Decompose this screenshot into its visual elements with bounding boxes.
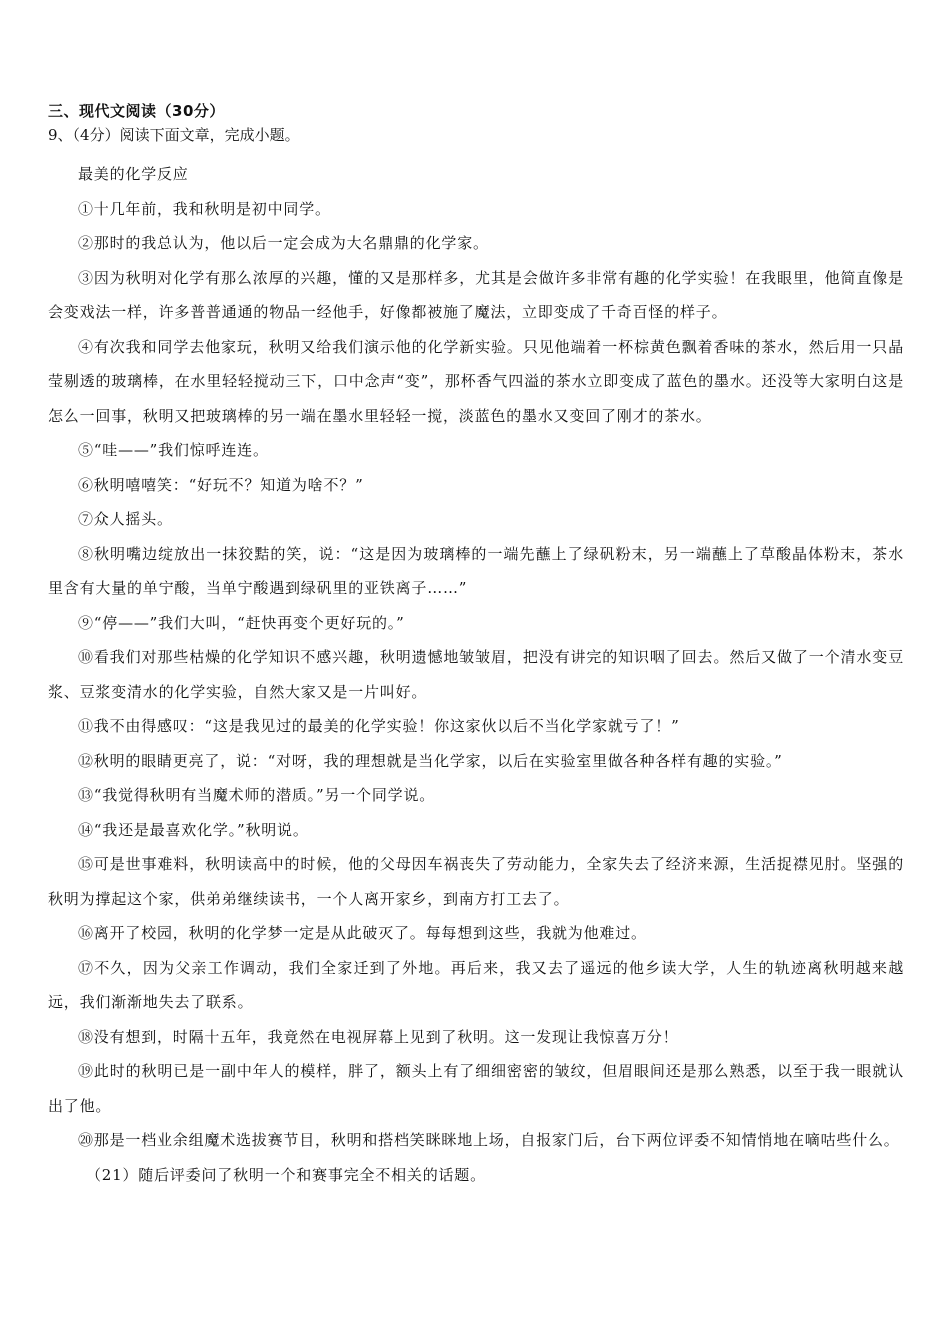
paragraph-19: ⑲此时的秋明已是一副中年人的模样，胖了，额头上有了细细密密的皱纹，但眉眼间还是那么熟悉，以至于我一眼就认出了他。 (48, 1062, 904, 1115)
paragraph-7: ⑦众人摇头。 (78, 510, 173, 528)
paragraph-5: ⑤“哇——”我们惊呼连连。 (78, 441, 269, 459)
paragraph-8: ⑧秋明嘴边绽放出一抹狡黠的笑，说：“这是因为玻璃棒的一端先蘸上了绿矾粉末，另一端蘸上了草酸晶体粉末，茶水里含有大量的单宁酸，当单宁酸遇到绿矾里的亚铁离子……” (48, 544, 904, 597)
paragraph-9: ⑨“停——”我们大叫，“赶快再变个更好玩的。” (78, 613, 405, 632)
section-heading: 三、现代文阅读（30分） (48, 102, 225, 120)
paragraph-12: ⑫秋明的眼睛更亮了，说：“对呀，我的理想就是当化学家，以后在实验室里做各种各样有趣的实验。” (78, 751, 783, 770)
paragraph-2: ②那时的我总认为，他以后一定会成为大名鼎鼎的化学家。 (78, 234, 489, 252)
paragraph-18: ⑱没有想到，时隔十五年，我竟然在电视屏幕上见到了秋明。这一发现让我惊喜万分！ (78, 1027, 679, 1046)
paragraph-1: ①十几年前，我和秋明是初中同学。 (78, 199, 331, 218)
paragraph-20: ⑳那是一档业余组魔术选拔赛节目，秋明和搭档笑眯眯地上场，自报家门后，台下两位评委不知情悄地在嘀咕些什么。 (78, 1131, 900, 1149)
paragraph-3: ③因为秋明对化学有那么浓厚的兴趣，懂的又是那样多，尤其是会做许多非常有趣的化学实验！在我眼里，他简直像是会变戏法一样，许多普普通通的物品一经他手，好像都被施了魔法，立即变成了千奇百怪的样子。 (48, 268, 904, 321)
paragraph-11: ⑪我不由得感叹：“这是我见过的最美的化学实验！你这家伙以后不当化学家就亏了！” (78, 717, 680, 735)
question-prompt: 9、（4分）阅读下面文章，完成小题。 (48, 126, 300, 144)
paragraph-15: ⑮可是世事难料，秋明读高中的时候，他的父母因车祸丧失了劳动能力，全家失去了经济来源，生活捉襟见肘。坚强的秋明为撑起这个家，供弟弟继续读书，一个人离开家乡，到南方打工去了。 (48, 855, 904, 908)
paragraph-17: ⑰不久，因为父亲工作调动，我们全家迁到了外地。再后来，我又去了遥远的他乡读大学，人生的轨迹离秋明越来越远，我们渐渐地失去了联系。 (48, 958, 904, 1011)
paragraph-10: ⑩看我们对那些枯燥的化学知识不感兴趣，秋明遗憾地皱皱眉，把没有讲完的知识咽了回去。然后又做了一个清水变豆浆、豆浆变清水的化学实验，自然大家又是一片叫好。 (48, 648, 904, 701)
paragraph-14: ⑭“我还是最喜欢化学。”秋明说。 (78, 820, 309, 839)
paragraph-13: ⑬“我觉得秋明有当魔术师的潜质。”另一个同学说。 (78, 786, 436, 804)
article-body (48, 157, 904, 1192)
paragraph-21: （21）随后评委问了秋明一个和赛事完全不相关的话题。 (86, 1165, 486, 1184)
paragraph-6: ⑥秋明嘻嘻笑：“好玩不？知道为啥不？” (78, 475, 364, 494)
paragraph-16: ⑯离开了校园，秋明的化学梦一定是从此破灭了。每每想到这些，我就为他难过。 (78, 924, 647, 942)
paragraph-4: ④有次我和同学去他家玩，秋明又给我们演示他的化学新实验。只见他端着一杯棕黄色飘着香味的茶水，然后用一只晶莹剔透的玻璃棒，在水里轻轻搅动三下，口中念声“变”，那杯香气四溢的茶水立即变成了蓝色的墨水。还没等大家明白这是怎么一回事，秋明又把玻璃棒的另一端在墨水里轻轻一搅，淡蓝色的墨水又变回了刚才的茶水。 (48, 337, 904, 425)
article-title: 最美的化学反应 (78, 165, 189, 183)
